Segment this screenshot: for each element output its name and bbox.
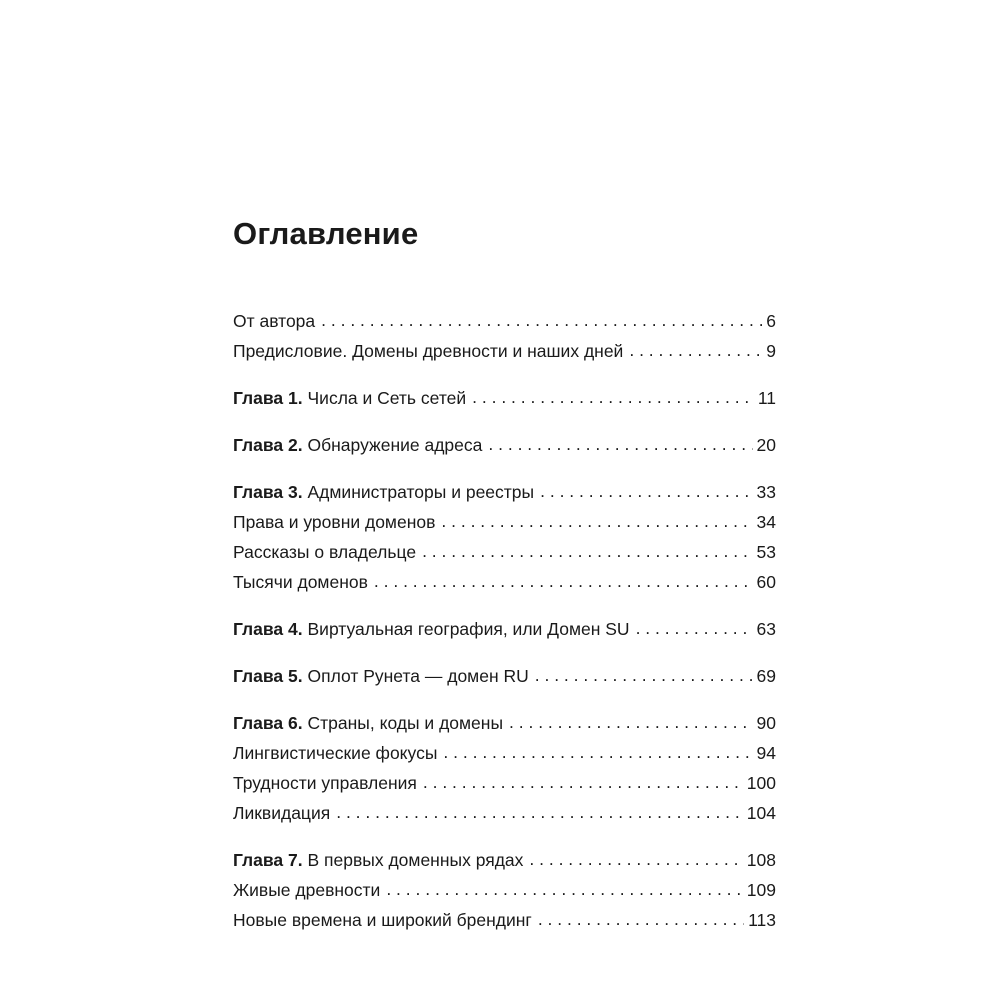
dot-leader	[374, 566, 753, 596]
dot-leader	[472, 382, 754, 412]
chapter-number: Глава 4.	[233, 619, 303, 639]
toc-entry-label: Рассказы о владельце	[233, 542, 417, 562]
dot-leader	[422, 536, 752, 566]
toc-entry-chapter-7	[233, 845, 776, 875]
toc-entry-preface	[233, 336, 776, 366]
toc-page-number: 100	[746, 773, 776, 793]
toc-page-number: 11	[757, 388, 776, 408]
chapter-number: Глава 5.	[233, 666, 303, 686]
chapter-number: Глава 1.	[233, 388, 303, 408]
toc-page-number: 34	[756, 512, 776, 532]
toc-page-number: 6	[766, 311, 776, 331]
toc-entry-chapter-3	[233, 477, 776, 507]
toc-entry-label: Глава 3. Администраторы и реестры	[233, 482, 535, 502]
dot-leader	[336, 797, 743, 827]
dot-leader	[441, 506, 752, 536]
toc-entry-chapter-1	[233, 383, 776, 413]
dot-leader	[321, 305, 762, 335]
toc-entry-section	[233, 798, 776, 828]
toc-page-number: 94	[756, 743, 776, 763]
toc-entry-label: От автора	[233, 311, 316, 331]
chapter-number: Глава 3.	[233, 482, 303, 502]
toc-entry-chapter-5	[233, 661, 776, 691]
toc-page-number: 63	[756, 619, 776, 639]
toc-page-number: 109	[746, 880, 776, 900]
dot-leader	[529, 844, 742, 874]
toc-entry-section	[233, 738, 776, 768]
toc-entry-label: Трудности управления	[233, 773, 417, 793]
toc-entry-label: Глава 1. Числа и Сеть сетей	[233, 388, 467, 408]
toc-entry-label: Лингвистические фокусы	[233, 743, 438, 763]
toc-entry-section	[233, 507, 776, 537]
toc-page-number: 60	[756, 572, 776, 592]
toc-entry-chapter-4	[233, 614, 776, 644]
toc-entry-label: Глава 2. Обнаружение адреса	[233, 435, 483, 455]
chapter-number: Глава 6.	[233, 713, 303, 733]
toc-entry-section	[233, 905, 776, 935]
toc-entry-label: Предисловие. Домены древности и наших дней	[233, 341, 624, 361]
toc-page-number: 9	[766, 341, 776, 361]
dot-leader	[443, 737, 752, 767]
dot-leader	[540, 476, 752, 506]
toc-page-number: 20	[756, 435, 776, 455]
dot-leader	[386, 874, 742, 904]
toc-page-number: 104	[746, 803, 776, 823]
dot-leader	[488, 429, 752, 459]
toc-entry-label: Глава 7. В первых доменных рядах	[233, 850, 524, 870]
toc-entry-author	[233, 306, 776, 336]
dot-leader	[538, 904, 744, 934]
toc-entry-label: Глава 6. Страны, коды и домены	[233, 713, 504, 733]
chapter-number: Глава 7.	[233, 850, 303, 870]
toc-entry-label: Ликвидация	[233, 803, 331, 823]
dot-leader	[629, 335, 762, 365]
toc-entry-label: Глава 4. Виртуальная география, или Домен SU	[233, 619, 630, 639]
toc-entry-chapter-6	[233, 708, 776, 738]
dot-leader	[509, 707, 753, 737]
toc-page-number: 113	[748, 910, 776, 930]
toc-entry-section	[233, 875, 776, 905]
toc-entry-section	[233, 567, 776, 597]
dot-leader	[535, 660, 753, 690]
toc-entry-section	[233, 537, 776, 567]
toc-entry-label: Тысячи доменов	[233, 572, 368, 592]
toc-entry-label: Живые древности	[233, 880, 381, 900]
toc-page-number: 69	[756, 666, 776, 686]
toc-entry-label: Новые времена и широкий брендинг	[233, 910, 532, 930]
chapter-number: Глава 2.	[233, 435, 303, 455]
page-title: Оглавление	[233, 216, 419, 251]
toc-page-number: 53	[756, 542, 776, 562]
toc-page-number: 33	[756, 482, 776, 502]
table-of-contents	[233, 306, 776, 935]
toc-entry-chapter-2	[233, 430, 776, 460]
toc-entry-label: Права и уровни доменов	[233, 512, 436, 532]
dot-leader	[423, 767, 743, 797]
toc-entry-section	[233, 768, 776, 798]
dot-leader	[636, 613, 753, 643]
toc-page-number: 90	[756, 713, 776, 733]
toc-entry-label: Глава 5. Оплот Рунета — домен RU	[233, 666, 529, 686]
toc-page-number: 108	[746, 850, 776, 870]
